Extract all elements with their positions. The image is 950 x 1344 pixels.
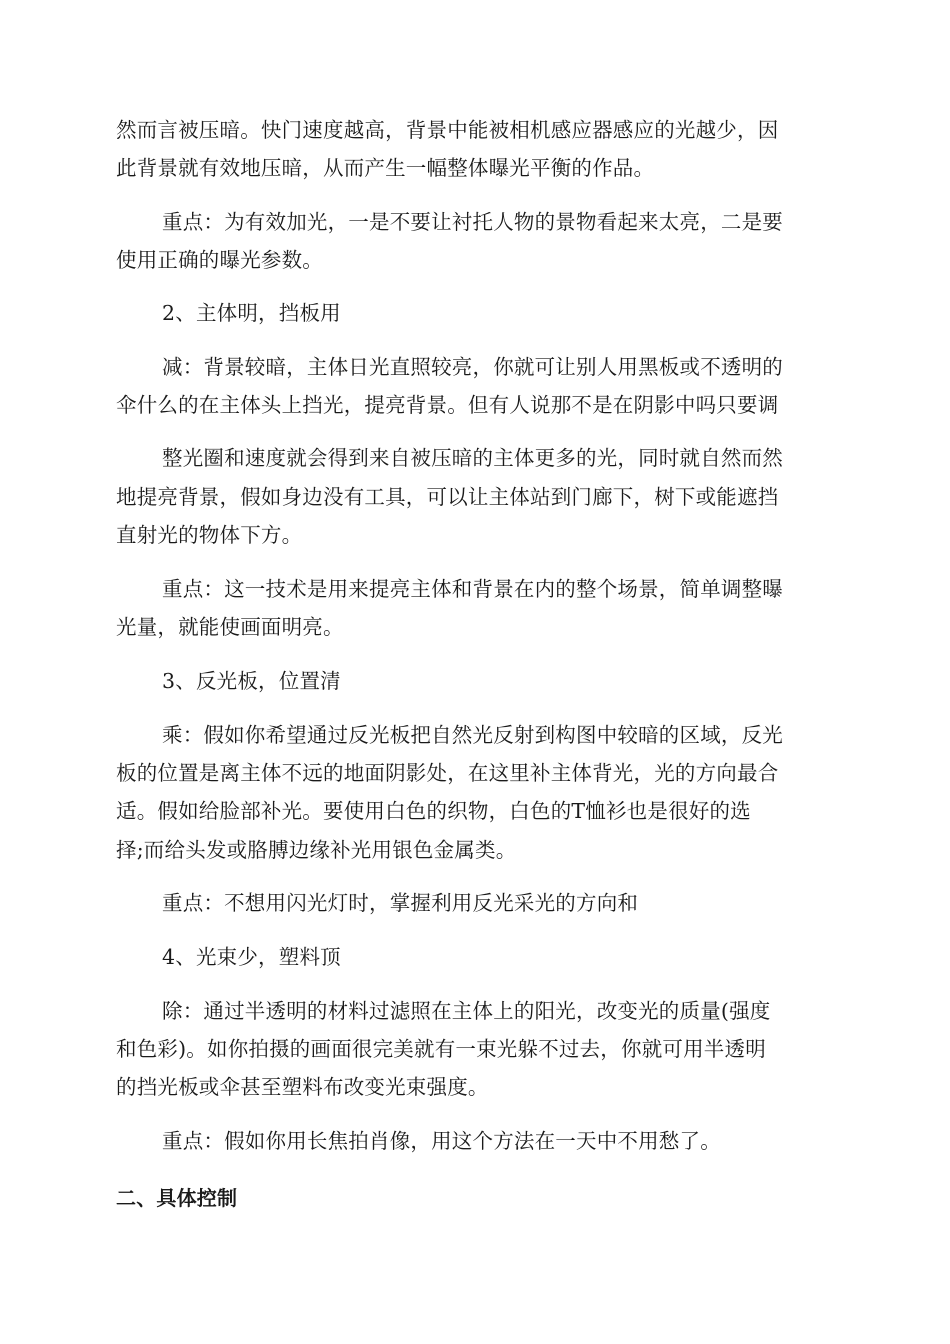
paragraph-line: 重点：假如你用长焦拍肖像，用这个方法在一天中不用愁了。 bbox=[162, 1129, 721, 1153]
paragraph-line: 适。假如给脸部补光。要使用白色的织物，白色的T恤衫也是很好的选 bbox=[116, 799, 751, 823]
paragraph-line: 和色彩)。如你拍摄的画面很完美就有一束光躲不过去，你就可用半透明 bbox=[116, 1037, 766, 1061]
paragraph-line: 择;而给头发或胳膊边缘补光用银色金属类。 bbox=[116, 838, 517, 862]
paragraph-line: 除：通过半透明的材料过滤照在主体上的阳光，改变光的质量(强度 bbox=[162, 999, 771, 1023]
paragraph-line: 整光圈和速度就会得到来自被压暗的主体更多的光，同时就自然而然 bbox=[162, 446, 783, 470]
paragraph-line: 的挡光板或伞甚至塑料布改变光束强度。 bbox=[116, 1075, 489, 1099]
section-heading: 二、具体控制 bbox=[116, 1186, 238, 1210]
paragraph-line: 重点：这一技术是用来提亮主体和背景在内的整个场景，简单调整曝 bbox=[162, 577, 783, 601]
paragraph-line: 乘：假如你希望通过反光板把自然光反射到构图中较暗的区域，反光 bbox=[162, 723, 783, 747]
paragraph-line: 伞什么的在主体头上挡光，提亮背景。但有人说那不是在阴影中吗只要调 bbox=[116, 393, 779, 417]
paragraph-line: 使用正确的曝光参数。 bbox=[116, 248, 323, 272]
paragraph-line: 地提亮背景，假如身边没有工具，可以让主体站到门廊下，树下或能遮挡 bbox=[116, 485, 779, 509]
paragraph-line: 重点：为有效加光，一是不要让衬托人物的景物看起来太亮，二是要 bbox=[162, 210, 783, 234]
section-subheading: 2、主体明，挡板用 bbox=[162, 301, 341, 325]
paragraph-line: 重点：不想用闪光灯时，掌握利用反光采光的方向和 bbox=[162, 891, 639, 915]
section-subheading: 4、光束少，塑料顶 bbox=[162, 945, 341, 969]
section-subheading: 3、反光板，位置清 bbox=[162, 669, 341, 693]
paragraph-line: 此背景就有效地压暗，从而产生一幅整体曝光平衡的作品。 bbox=[116, 156, 655, 180]
paragraph-line: 减：背景较暗，主体日光直照较亮，你就可让别人用黑板或不透明的 bbox=[162, 355, 783, 379]
paragraph-line: 直射光的物体下方。 bbox=[116, 523, 303, 547]
paragraph-line: 然而言被压暗。快门速度越高，背景中能被相机感应器感应的光越少，因 bbox=[116, 118, 779, 142]
paragraph-line: 板的位置是离主体不远的地面阴影处，在这里补主体背光，光的方向最合 bbox=[116, 761, 779, 785]
paragraph-line: 光量，就能使画面明亮。 bbox=[116, 615, 344, 639]
